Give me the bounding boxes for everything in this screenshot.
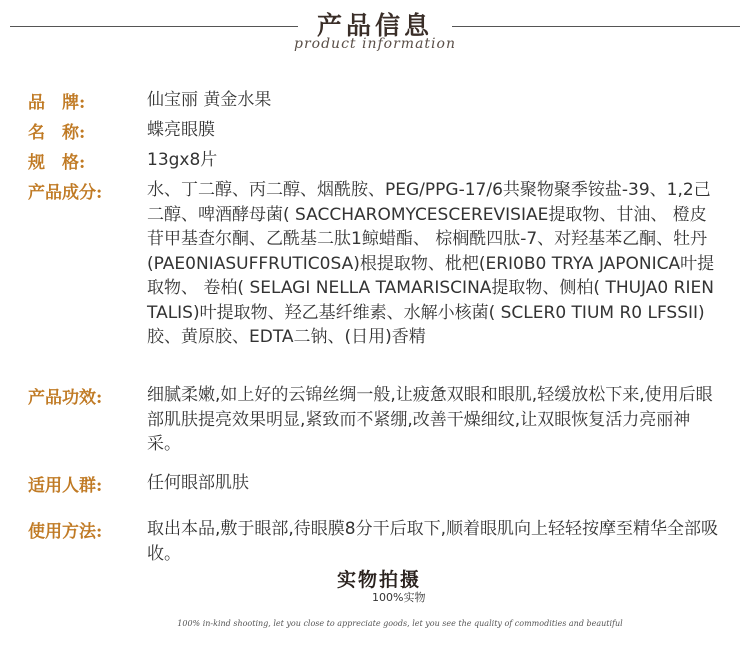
section-subtitle: product information — [294, 36, 456, 52]
spec-value-audience: 任何眼部肌肤 — [147, 473, 249, 493]
spec-value-effects: 细腻柔嫩,如上好的云锦丝绸一般,让疲惫双眼和眼肌,轻缓放松下来,使用后眼部肌肤提亮效果明显,紧致而不紧绷,改善干燥细纹,让双眼恢复活力亮丽神采。 — [147, 385, 713, 454]
section-title: 产品信息 — [316, 11, 433, 40]
spec-label-audience: 适用人群: — [28, 476, 103, 496]
section-header — [0, 0, 750, 70]
spec-value-usage: 取出本品,敷于眼部,待眼膜8分干后取下,顺着眼肌向上轻轻按摩至精华全部吸收。 — [147, 519, 719, 564]
spec-label-brand: 品 牌: — [28, 93, 86, 113]
header-divider-right — [452, 26, 740, 27]
spec-label-effects: 产品功效: — [28, 388, 103, 408]
spec-label-size: 规 格: — [28, 153, 86, 173]
footer-tagline: 100% in-kind shooting, let you close to appreciate goods, let you see the quality of commodities and beautiful — [177, 619, 623, 628]
photo-section-title: 实物拍摄 — [336, 569, 421, 591]
header-divider-left — [10, 26, 298, 27]
spec-label-name: 名 称: — [28, 123, 86, 143]
spec-label-ingredients: 产品成分: — [28, 183, 103, 203]
photo-section-subtitle: 100%实物 — [372, 591, 426, 604]
spec-label-usage: 使用方法: — [28, 522, 103, 542]
spec-value-size: 13gx8片 — [147, 150, 218, 170]
spec-value-ingredients: 水、丁二醇、丙二醇、烟酰胺、PEG/PPG-17/6共聚物聚季铵盐-39、1,2己二醇、啤酒酵母菌( SACCHAROMYCESCEREVISIAE提取物、甘油、 橙皮苷甲基查尔酮、乙酰基二肽1鲸蜡酯、 棕榈酰四肽-7、对羟基苯乙酮、牡丹(PAE0NIASUFFRUTIC0SA)根提取物、枇杷(ERI0B0 TRYA JAPONICA叶提取物、 卷柏( SELAGI NELLA TAMARISCINA提取物、侧柏( THUJA0 RIENTALIS)叶提取物、羟乙基纤维素、水解小核菌( SCLER0 TIUM R0 LFSSII)胶、黄原胶、EDTA二钠、(日用)香精 — [147, 180, 715, 347]
spec-value-brand: 仙宝丽 黄金水果 — [147, 90, 272, 110]
spec-value-name: 蝶亮眼膜 — [147, 120, 215, 140]
